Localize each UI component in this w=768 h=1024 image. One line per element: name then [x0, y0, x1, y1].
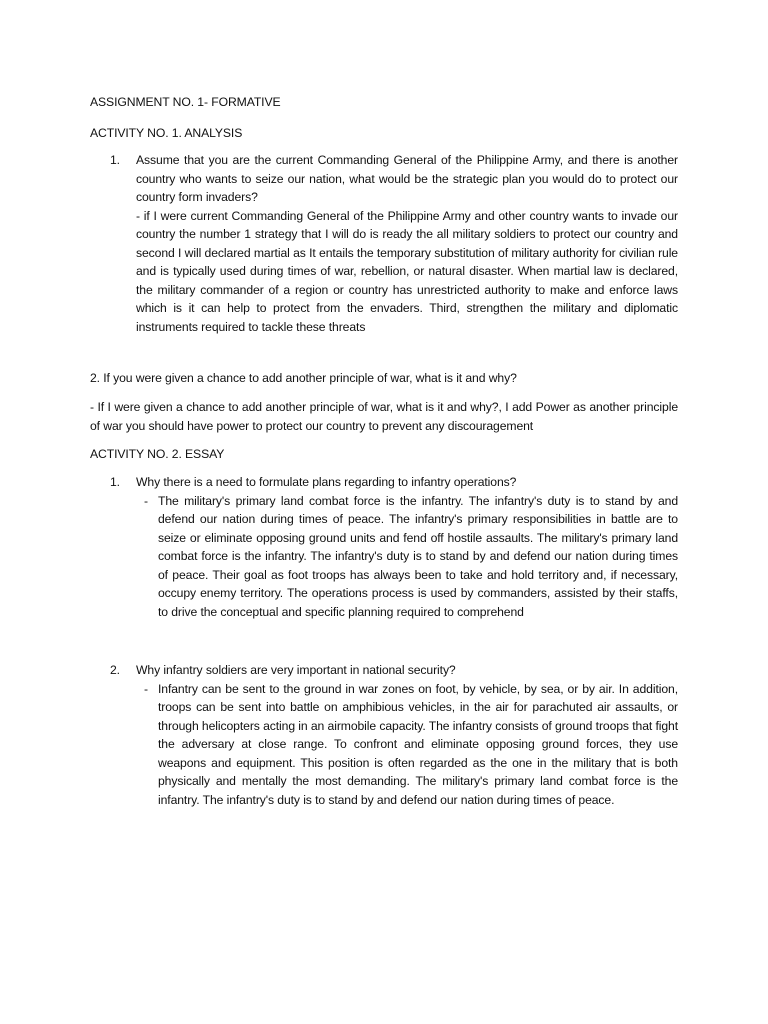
assignment-title: ASSIGNMENT NO. 1- FORMATIVE — [90, 95, 281, 109]
activity-2-item-1 — [110, 473, 678, 621]
question-number: 2. — [110, 663, 120, 677]
question-text: Why there is a need to formulate plans regarding to infantry operations? — [136, 475, 517, 489]
activity-1-answer-2: - If I were given a chance to add another principle of war, what is it and why?, I add Power as another principle of war you should have power to protect our country to prevent any discouragement — [90, 400, 678, 433]
answer-text: - if I were current Commanding General of the Philippine Army and other country wants to invade our country the number 1 strategy that I will do is ready the all military soldiers to protect our country and second I will declared martial as It entails the temporary substitution of military authority for civilian rule and is typically used during times of war, rebellion, or natural disaster. When martial law is declared, the military commander of a region or country has unrestricted authority to make and enforce laws which is it can help to protect from the envaders. Third, strengthen the military and diplomatic instruments required to tackle these threats — [136, 208, 678, 334]
question-number: 1. — [110, 153, 120, 167]
answer-text: The military's primary land combat force is the infantry. The infantry's duty is to stand by and defend our nation during times of peace. The infantry's primary responsibilities in battle are to seize or eliminate opposing ground units and fend off hostile assaults. The military's primary land combat force is the infantry. The infantry's duty is to stand by and defend our nation during times of peace. Their goal as foot troops has always been to take and hold territory and, if necessary, occupy enemy territory. The operations process is used by commanders, assisted by their staffs, to drive the conceptual and specific planning required to comprehend — [158, 493, 678, 619]
answer-text: Infantry can be sent to the ground in war zones on foot, by vehicle, by sea, or by air. In addition, troops can be sent into battle on amphibious vehicles, in the air for parachuted air assaults, or through helicopters acting in an airmobile capacity. The infantry consists of ground troops that fight the adversary at close range. To confront and eliminate opposing ground forces, they use weapons and equipment. This position is often regarded as the one in the military that is both physically and mentally the most demanding. The military's primary land combat force is the infantry. The infantry's duty is to stand by and defend our nation during times of peace. — [158, 681, 678, 807]
activity-2-heading: ACTIVITY NO. 2. ESSAY — [90, 447, 225, 461]
answer-bullet — [136, 492, 678, 622]
question-text: Assume that you are the current Commanding General of the Philippine Army, and there is another country who wants to seize our nation, what would be the strategic plan you would do to protect our country form invaders? — [136, 153, 678, 204]
bullet-dash: - — [144, 681, 148, 696]
bullet-dash: - — [144, 493, 148, 508]
activity-1-question-1 — [110, 151, 678, 336]
activity-1-heading: ACTIVITY NO. 1. ANALYSIS — [90, 126, 243, 140]
answer-bullet — [136, 680, 678, 810]
activity-2-item-2 — [110, 661, 678, 809]
activity-1-question-2: 2. If you were given a chance to add another principle of war, what is it and why? — [90, 371, 517, 385]
question-number: 1. — [110, 475, 120, 489]
question-text: Why infantry soldiers are very important in national security? — [136, 663, 456, 677]
